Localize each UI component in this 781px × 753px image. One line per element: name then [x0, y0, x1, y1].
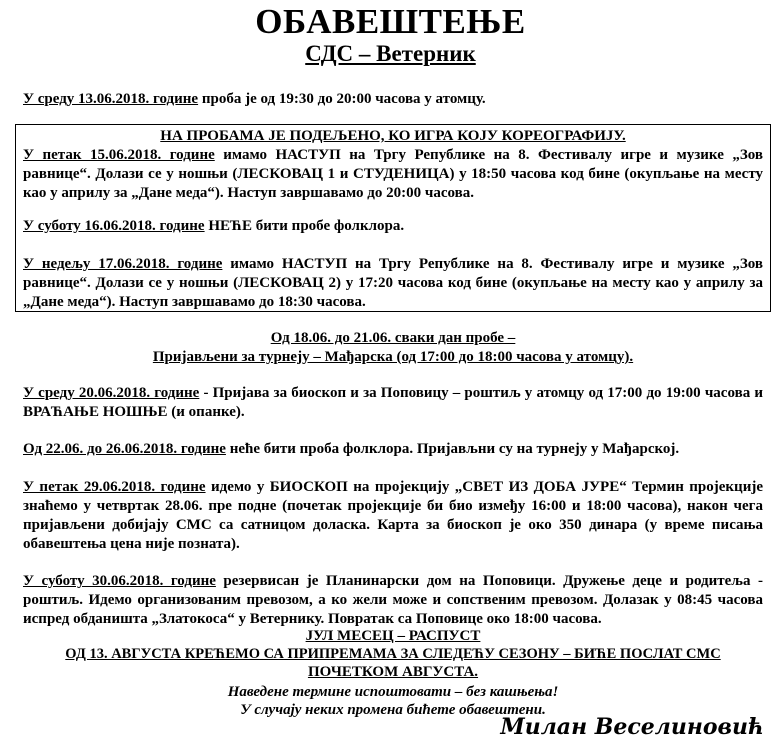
- paragraph-text: проба је од 19:30 до 20:00 часова у атомцу.: [198, 91, 486, 107]
- august-preparations-line: ОД 13. АВГУСТА КРЕЋЕМО СА ПРИПРЕМАМА ЗА СЛЕДЕЋУ СЕЗОНУ – БИЋЕ ПОСЛАТ СМС: [65, 646, 721, 662]
- paragraph-text: имамо НАСТУП на Тргу Републике на 8. Фестивалу игре и музике „Зов равнице“. Долази се у ношњи (ЛЕСКОВАЦ 1 и СТУДЕНИЦА) у 18:50 часова код бине (окупљање на месту као у априлу за „Дане меда“). Наступ завршавамо до 20:00 часова.: [23, 147, 763, 201]
- paragraph-text: - Пријава за биоскоп и за Поповицу – роштиљ у атомцу од 17:00 до 19:00 часова и ВРАЋАЊЕ НОШЊЕ (и опанке).: [23, 385, 763, 420]
- paragraph-date: У суботу 16.06.2018. године: [23, 218, 205, 234]
- paragraph-text: неће бити проба фолклора. Пријављни су на турнеју у Мађарској.: [225, 441, 680, 457]
- paragraph-sunday-17: [23, 255, 763, 312]
- paragraph-friday-15: [23, 146, 763, 203]
- paragraph-date: У суботу 30.06.2018. године: [23, 573, 216, 589]
- paragraph-saturday-30: [23, 572, 763, 629]
- august-start-line: ПОЧЕТКОМ АВГУСТА.: [307, 664, 479, 680]
- paragraph-saturday-16: [23, 217, 763, 236]
- paragraph-friday-29: [23, 478, 763, 554]
- signature: Милан Веселиновић: [500, 714, 764, 740]
- paragraph-text: резервисан је Планинарски дом на Поповици. Дружење деце и родитеља - роштиљ. Идемо организованим превозом, а ко жели може и сопственим превозом. Долазак у 08:45 часова испред обданишта „Златокоса“ у Ветернику. Повратак са Поповице око 18:00 часова.: [23, 573, 763, 627]
- paragraph-text: НЕЋЕ бити пробе фолклора.: [204, 218, 405, 234]
- paragraph-date: У среду 13.06.2018. године: [23, 91, 199, 107]
- punctuality-note: Наведене термине испоштовати – без кашњења!: [227, 684, 559, 700]
- page-subtitle: СДС – Ветерник: [305, 41, 476, 66]
- box-heading: НА ПРОБАМА ЈЕ ПОДЕЉЕНО, КО ИГРА КОЈУ КОРЕОГРАФИЈУ.: [160, 128, 626, 144]
- rehearsal-schedule-line2: Пријављени за турнеју – Мађарска (од 17:00 до 18:00 часова у атомцу).: [152, 349, 634, 365]
- paragraph-wednesday-20: [23, 384, 763, 422]
- paragraph-date: У петак 15.06.2018. године: [23, 147, 215, 163]
- page-title: ОБАВЕШТЕЊЕ: [255, 2, 526, 41]
- paragraph-date: У недељу 17.06.2018. године: [23, 256, 223, 272]
- july-break-line: ЈУЛ МЕСЕЦ – РАСПУСТ: [305, 628, 481, 644]
- paragraph-date: У среду 20.06.2018. године: [23, 385, 200, 401]
- paragraph-date: У петак 29.06.2018. године: [23, 479, 206, 495]
- changes-note: У случају неких промена бићете обавештени.: [240, 702, 546, 718]
- paragraph-wednesday-13: [23, 90, 763, 109]
- rehearsal-schedule-line1: Од 18.06. до 21.06. сваки дан пробе –: [270, 330, 516, 346]
- paragraph-date: Од 22.06. до 26.06.2018. године: [23, 441, 226, 457]
- paragraph-text: имамо НАСТУП на Тргу Републике на 8. Фестивалу игре и музике „Зов равнице“. Долази се у ношњи (ЛЕСКОВАЦ 2) у 17:20 часова код бине (окупљање на месту као у априлу за „Дане меда“). Наступ завршавамо до 18:30 часова.: [23, 256, 763, 310]
- paragraph-text: идемо у БИОСКОП на пројекцију „СВЕТ ИЗ ДОБА ЈУРЕ“ Термин пројекције знаћемо у четвртак 28.06. пре подне (почетак пројекције би био између 16:00 и 18:00 часова), након чега пријављени добијају СМС са сатницом доласка. Карта за биоскоп је око 350 динара (у време писања обавештења цена није позната).: [23, 479, 763, 552]
- paragraph-22-26: [23, 440, 763, 459]
